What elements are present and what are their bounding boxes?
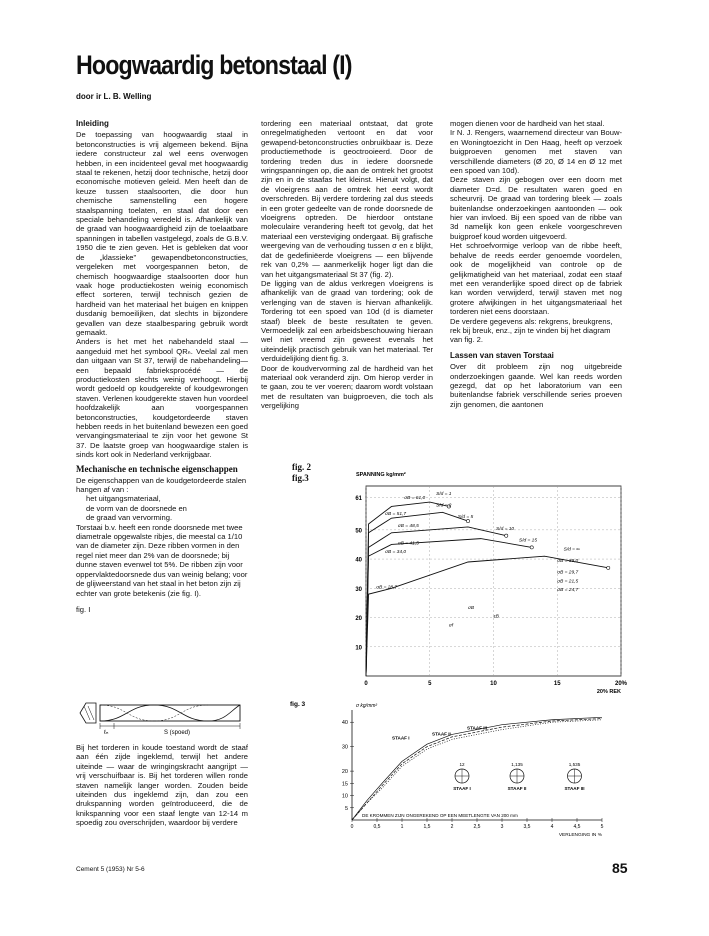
figure-1-bar xyxy=(76,688,248,738)
x-tick-label: 2 xyxy=(450,824,454,830)
list-item: de vorm van de doorsnede en xyxy=(86,503,187,513)
figure-3-chart xyxy=(290,698,620,838)
cross-section-dim: 1,535 xyxy=(568,762,581,767)
series-line xyxy=(366,512,468,676)
column-1-bottom xyxy=(76,743,248,828)
series-line xyxy=(352,717,602,820)
cross-section-dim: 1,135 xyxy=(511,762,523,767)
x-tick-label: 1 xyxy=(400,824,404,830)
chart-annotation: εB xyxy=(493,614,499,620)
series-line xyxy=(352,719,602,820)
paragraph: mogen dienen voor de hardheid van het staal. xyxy=(450,119,605,128)
chart-annotation: S/d = 15 xyxy=(519,538,538,544)
x-tick-label: 5 xyxy=(600,824,604,830)
figure-label: fig. I xyxy=(76,604,91,614)
x-tick-label: 20% xyxy=(614,681,628,687)
x-tick-label: 1,5 xyxy=(423,824,431,830)
series-end-point xyxy=(530,546,533,549)
series-label: STAAF II xyxy=(432,731,451,737)
paragraph: Over dit probleem zijn nog uitgebreide onderzoekingen gaande. Wel kan reeds worden gezegd, dat op het laboratorium van een buitenlandse fabriek verschillende series proeven zijn genomen, die aantonen xyxy=(450,362,622,409)
x-tick-label: 10 xyxy=(490,681,497,687)
x-tick-label: 15 xyxy=(553,681,561,687)
y-tick-label: 20 xyxy=(341,769,348,776)
x-tick-label: 4 xyxy=(550,824,554,830)
y-tick-label: 61 xyxy=(355,496,362,503)
paragraph: Bij het torderen in koude toestand wordt de staaf aan één zijde ingeklemd, terwijl het andere uiteinde — waar de wringingskracht aangrijpt — vrij verschuifbaar is. Bij het torderen willen ronde staven namelijk langer worden. Zouden beide uiteinden dus ingeklemd zijn, dan zou een drukspanning worden geïntroduceerd, die de knikspanning voor een staaf lengte van 12-14 m spoedig zou overschrijden, waardoor bij verdere xyxy=(76,743,248,828)
paragraph: Ir N. J. Rengers, waarnemend directeur van Bouw- en Woningtoezicht in Den Haag, heeft op verzoek buigproeven genomen met staven van verschillende diameters (Ø 20, Ø 14 en Ø 12 met een spoed van 10d). xyxy=(450,128,622,176)
column-2 xyxy=(261,119,433,411)
y-axis-label: σ kg/mm² xyxy=(356,703,378,709)
figure-2-chart xyxy=(330,466,630,696)
list-item: het uitgangsmateriaal, xyxy=(86,494,161,504)
series-end-point xyxy=(505,534,508,537)
page-number: 85 xyxy=(612,860,628,876)
series-line xyxy=(352,720,602,820)
chart-annotation: σB = 28,7 xyxy=(376,585,398,591)
chart-annotation: σB = 29,7 xyxy=(557,570,579,576)
figure-caption-2: fig. 2 xyxy=(292,462,311,472)
paragraph: Het schroefvormige verloop van de ribbe heeft, behalve de reeds eerder genoemde voordelen, ook de mogelijkheid van controle op de gelijkmatigheid van het materiaal, zodat een staaf met een veranderlijke spoed direct op de fabriek kan worden verwijderd, terwijl staven met nog grotere afwijkingen in het uitgangsmateriaal het torderen niet eens doorstaan. xyxy=(450,241,622,317)
y-tick-label: 50 xyxy=(355,528,362,535)
chart-annotation: σB = 41,5 xyxy=(397,541,419,547)
paragraph: De verdere gegevens als: rekgrens, breukgrens, rek bij breuk, enz., zijn te vinden bij het diagram van fig. 2. xyxy=(450,316,613,345)
chart-annotation: σB = 34,0 xyxy=(385,550,407,556)
x-tick-label: 0 xyxy=(350,824,354,830)
cross-section-label: STAAF II xyxy=(507,786,527,791)
chart-annotation: S/d = 1 xyxy=(436,491,452,497)
chart-title: DE KROMMEN ZIJN ONGEREKEND OP EEN MEETLENGTE VAN 200 mm xyxy=(362,813,518,818)
chart-annotation: σB = 48,5 xyxy=(397,523,419,529)
chart-annotation: S/d = 10 xyxy=(496,526,515,532)
dim-label-rib: ℓₙ xyxy=(104,730,109,736)
x-tick-label: 4,5 xyxy=(573,824,581,830)
chart-annotation: σB xyxy=(468,605,475,611)
y-tick-label: 15 xyxy=(341,781,348,788)
paragraph: Anders is het met het nabehandeld staal — aangeduid met het symbool QRₙ. Veelal zal men dan uitgaan van St 37, terwijl de nabehandeling— een bepaald fabrieksprocédé — de productiekosten slechts weinig verhoogt. Hierbij wordt gedoeld op koudgerekte of koudgewrongen staven. Verlenen koudgerekte staven hun voordeel hoofdzakelijk aan voorgespannen betonconstructies, koudgetordeerde staven hebben reeds in het buitenland bewezen een goed vervangingsmateriaal te zijn voor het gewone St 37. De laatste groep van hoogwaardige stalen is sinds kort ook in Nederland verkrijgbaar. xyxy=(76,337,248,460)
paragraph: De toepassing van hoogwaardig staal in betonconstructies is vrij algemeen bekend. Bijna iedere constructeur zal wel eens overwogen hebben, in een incidenteel geval met hoogwaardig staal te rekenen, hetzij door technische, hetzij door economische motieven geleid. Men heeft dan de keuze tussen staalsoorten, die door hun chemische samenstelling een hogere staalspanning toelaten, en staal dat door een speciale behandeling veredeld is. Afhankelijk van de graad van hoogwaardigheid zijn de toelaatbare spanningen in tabellen vastgelegd, zoals de G.B.V. 1950 die te zien geven. Het is gebleken dat voor de „klassieke” gewapendbetonconstructies, vergeleken met voorgespannen beton, de chemisch hoogwaardige staalsoorten door hun vaak hoge productiekosten weinig economisch effect sorteren, terwijl technisch gezien de hardheid van het materiaal het buigen en knippen dusdanig bemoeilijken, dat slechts in bijzondere gevallen van deze staalbesparing gebruik wordt gemaakt. xyxy=(76,130,248,337)
paragraph: Torstaai b.v. heeft een ronde doorsnede met twee diametrale opgewalste ribjes, die meestal ca 1/10 van de diameter zijn. Deze ribben vormen in den regel niet meer dan 2% van de doorsnede; bij dunne staven evenwel tot 5%. De ribben zijn voor oppervlaktedoorsnede dus van weinig belang; voor de glijweerstand van het staal in het beton zijn zij echter van grote betekenis (zie fig. I). xyxy=(76,522,248,598)
figure-caption-3: fig.3 xyxy=(292,473,309,483)
x-tick-label: 2,5 xyxy=(473,824,481,830)
cross-section-label: STAAF III xyxy=(564,786,585,791)
x-axis-label: 20% REK xyxy=(596,689,621,695)
y-tick-label: 30 xyxy=(355,586,362,593)
section-heading: Inleiding xyxy=(76,119,109,128)
series-label: STAAF III xyxy=(467,725,488,731)
series-end-point xyxy=(607,566,610,569)
y-tick-label: 10 xyxy=(341,793,348,800)
x-tick-label: 0,5 xyxy=(373,824,381,830)
y-tick-label: 30 xyxy=(341,744,348,751)
x-tick-label: 3,5 xyxy=(523,824,531,830)
paragraph: tordering een materiaal ontstaat, dat grote onregelmatigheden vertoont en dat voor gewapend-betonconstructies onbruikbaar is. Deze productiemethode is geoctrooieerd. Door de tordering treden dus in iedere doorsnede wringspanningen op, die aan de omtrek het grootst zijn en in de staafas het kleinst. Hieruit volgt, dat de vloeigrens aan de omtrek het eerst wordt overschreden. Bij verdere tordering zal dus steeds in een groter gedeelte van de ronde doorsnede de vloeigrens optreden. De hierdoor ontstane moleculaire verandering heeft tot gevolg, dat het materiaal een versteviging ondergaat. Bij grafische weergeving van de verhouding tussen σ en ε blijkt, dat de gedefiniëerde vloeigrens — een blijvende rek van 0,2% — aanmerkelijk hoger ligt dan die van het uitgangsmateriaal St 37 (fig. 2). xyxy=(261,119,433,279)
column-3 xyxy=(450,119,622,409)
y-tick-label: 40 xyxy=(341,720,348,727)
cross-section-label: STAAF I xyxy=(453,786,471,791)
dim-label-pitch: S (spoed) xyxy=(164,730,191,736)
series-label: STAAF I xyxy=(392,735,410,741)
y-tick-label: 20 xyxy=(355,616,362,623)
x-tick-label: 5 xyxy=(428,681,432,687)
chart-annotation: σB = 24,7 xyxy=(557,588,579,594)
paragraph: Door de koudvervorming zal de hardheid van het materiaal ook veranderd zijn. Om hierop verder in te gaan, zou te ver voeren; daarom wordt volstaan met de resultaten van buigproeven, die toch als vergelijking xyxy=(261,363,433,411)
chart-annotation: σf xyxy=(448,623,454,629)
article-author: door ir L. B. Welling xyxy=(76,92,152,101)
column-1 xyxy=(76,119,248,614)
x-tick-label: 0 xyxy=(364,681,368,687)
section-heading: Lassen van staven Torstaai xyxy=(450,350,554,360)
y-tick-label: 5 xyxy=(344,805,348,812)
chart-annotation: S/d = 2 xyxy=(436,503,452,509)
paragraph: Deze staven zijn gebogen over een doorn met diameter D=d. De resultaten waren goed en scheurvrij. De graad van tordering bleek — zoals buitenlandse onderzoekingen aantoonden — ook hier van invloed. Bij een spoed van de ribbe van 3d namelijk kon geen enkele voorgeschreven buigproef koud worden uitgevoerd. xyxy=(450,175,622,241)
x-tick-label: 3 xyxy=(500,824,504,830)
journal-reference: Cement 5 (1953) Nr 5-6 xyxy=(76,866,145,873)
paragraph: De ligging van de aldus verkregen vloeigrens is afhankelijk van de graad van tordering; ook de verlenging van de staven is hiervan afhankelijk. Tordering tot een spoed van 10d (d is diameter staaf) bleek de beste resultaten te geven. Vermoedelijk zal een arbeidsbeschouwing hieraan wel niet vreemd zijn geweest evenals het uiteindelijk practisch gebruik van het materiaal. Ter verduidelijking dient fig. 3. xyxy=(261,278,433,364)
y-tick-label: 10 xyxy=(355,645,362,652)
x-axis-label: VERLENGING IN % xyxy=(558,833,602,838)
list-item: de graad van vervorming. xyxy=(86,513,173,523)
y-axis-label: SPANNING kg/mm² xyxy=(356,472,406,478)
chart-annotation: σB = 21,5 xyxy=(557,579,579,585)
figure-label: fig. 3 xyxy=(290,701,306,708)
paragraph: De eigenschappen van de koudgetordeerde stalen hangen af van : xyxy=(76,475,247,495)
chart-annotation: σB = 39,0 xyxy=(557,559,579,564)
chart-annotation: S/d = 5 xyxy=(457,515,474,521)
cross-section-dim: 12 xyxy=(459,762,465,767)
chart-annotation: σB = 61,0 xyxy=(404,496,426,502)
chart-annotation: S/d = ∞ xyxy=(563,547,580,553)
y-tick-label: 40 xyxy=(355,557,362,564)
article-title: Hoogwaardig betonstaal (I) xyxy=(76,50,352,80)
section-heading: Mechanische en technische eigenschappen xyxy=(76,463,238,474)
chart-annotation: σB = 51,7 xyxy=(385,512,407,518)
